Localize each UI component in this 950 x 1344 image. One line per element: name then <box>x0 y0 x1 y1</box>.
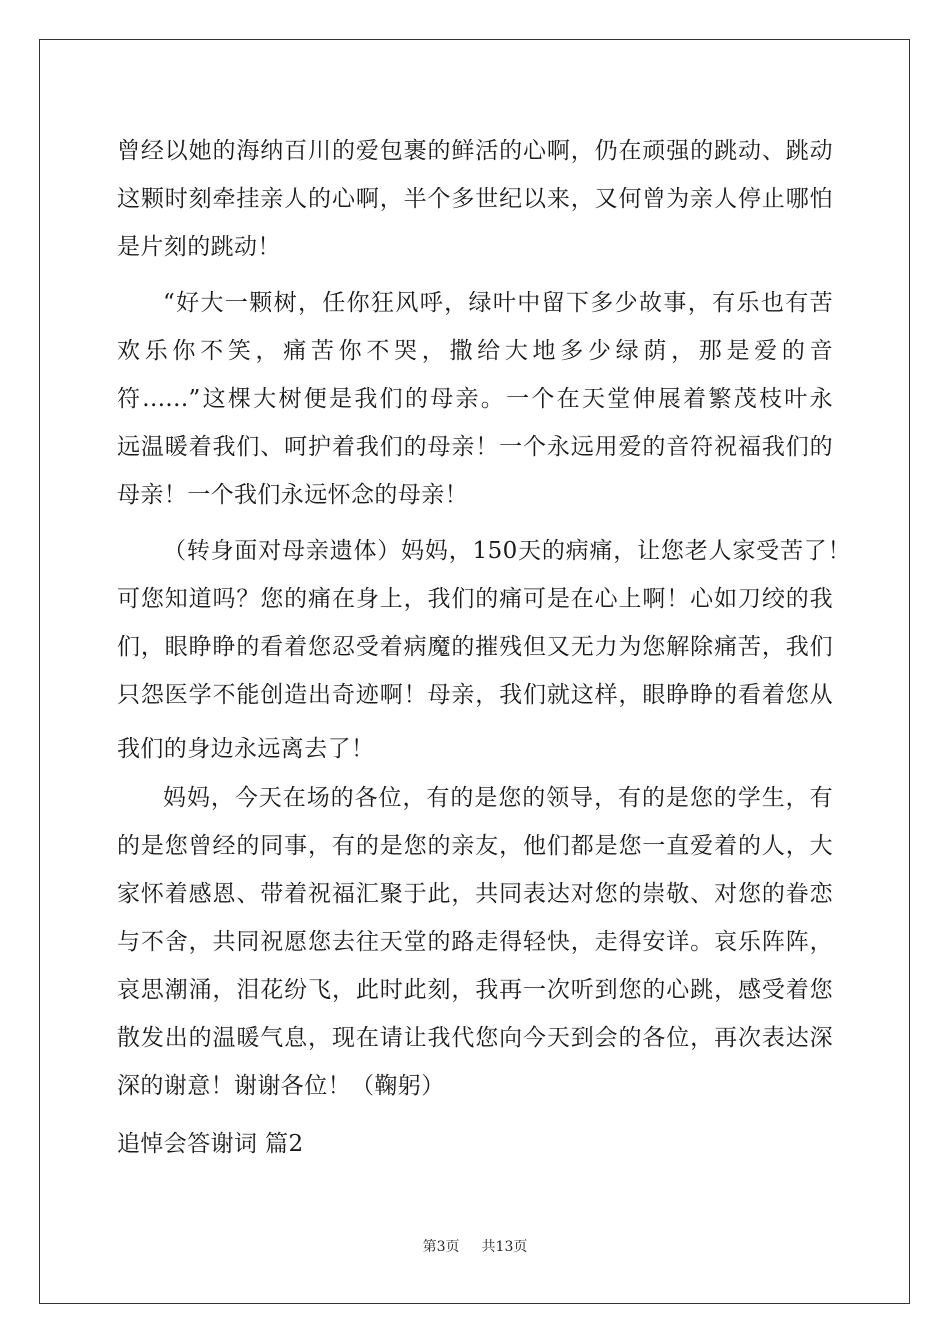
text-line: 欢乐你不笑，痛苦你不哭，撒给大地多少绿荫，那是爱的音 <box>117 338 833 364</box>
paragraph-start-line: “好大一颗树，任你狂风呼，绿叶中留下多少故事，有乐也有苦 <box>163 290 833 316</box>
text-line: 们，眼睁睁的看着您忍受着病魔的摧残但又无力为您解除痛苦，我们 <box>117 634 833 660</box>
text-line: 远温暖着我们、呵护着我们的母亲！一个永远用爱的音符祝福我们的 <box>117 434 833 460</box>
text-line: 这颗时刻牵挂亲人的心啊，半个多世纪以来，又何曾为亲人停止哪怕 <box>117 186 833 212</box>
text-line: 曾经以她的海纳百川的爱包裹的鲜活的心啊，仍在顽强的跳动、跳动 <box>117 138 833 164</box>
page-number: 第3页 <box>422 1239 460 1255</box>
page-border <box>39 39 910 1304</box>
text-line: 散发出的温暖气息，现在请让我代您向今天到会的各位，再次表达深 <box>117 1025 833 1051</box>
text-line: 符......”这棵大树便是我们的母亲。一个在天堂伸展着繁茂枝叶永 <box>117 386 833 412</box>
text-line: 家怀着感恩、带着祝福汇聚于此，共同表达对您的崇敬、对您的眷恋 <box>117 881 833 907</box>
text-line: 是片刻的跳动！ <box>117 234 281 260</box>
text-line: 我们的身边永远离去了！ <box>117 736 375 762</box>
text-line: 母亲！一个我们永远怀念的母亲！ <box>117 482 468 508</box>
text-line: 只怨医学不能创造出奇迹啊！母亲，我们就这样，眼睁睁的看着您从 <box>117 682 833 708</box>
text-line: 可您知道吗？您的痛在身上，我们的痛可是在心上啊！心如刀绞的我 <box>117 586 833 612</box>
paragraph-start-line: （转身面对母亲遗体）妈妈，150天的病痛，让您老人家受苦了！ <box>163 538 851 564</box>
text-line: 与不舍，共同祝愿您去往天堂的路走得轻快，走得安详。哀乐阵阵， <box>117 929 833 955</box>
text-line: 的是您曾经的同事，有的是您的亲友，他们都是您一直爱着的人，大 <box>117 833 833 859</box>
text-line: 哀思潮涌，泪花纷飞，此时此刻，我再一次听到您的心跳，感受着您 <box>117 977 833 1003</box>
paragraph-start-line: 妈妈，今天在场的各位，有的是您的领导，有的是您的学生，有 <box>163 785 833 811</box>
section-heading: 追悼会答谢词 篇2 <box>117 1131 304 1157</box>
page-footer <box>0 1238 950 1256</box>
text-line: 深的谢意！谢谢各位！（鞠躬） <box>117 1073 445 1099</box>
page-total: 共13页 <box>481 1239 528 1255</box>
